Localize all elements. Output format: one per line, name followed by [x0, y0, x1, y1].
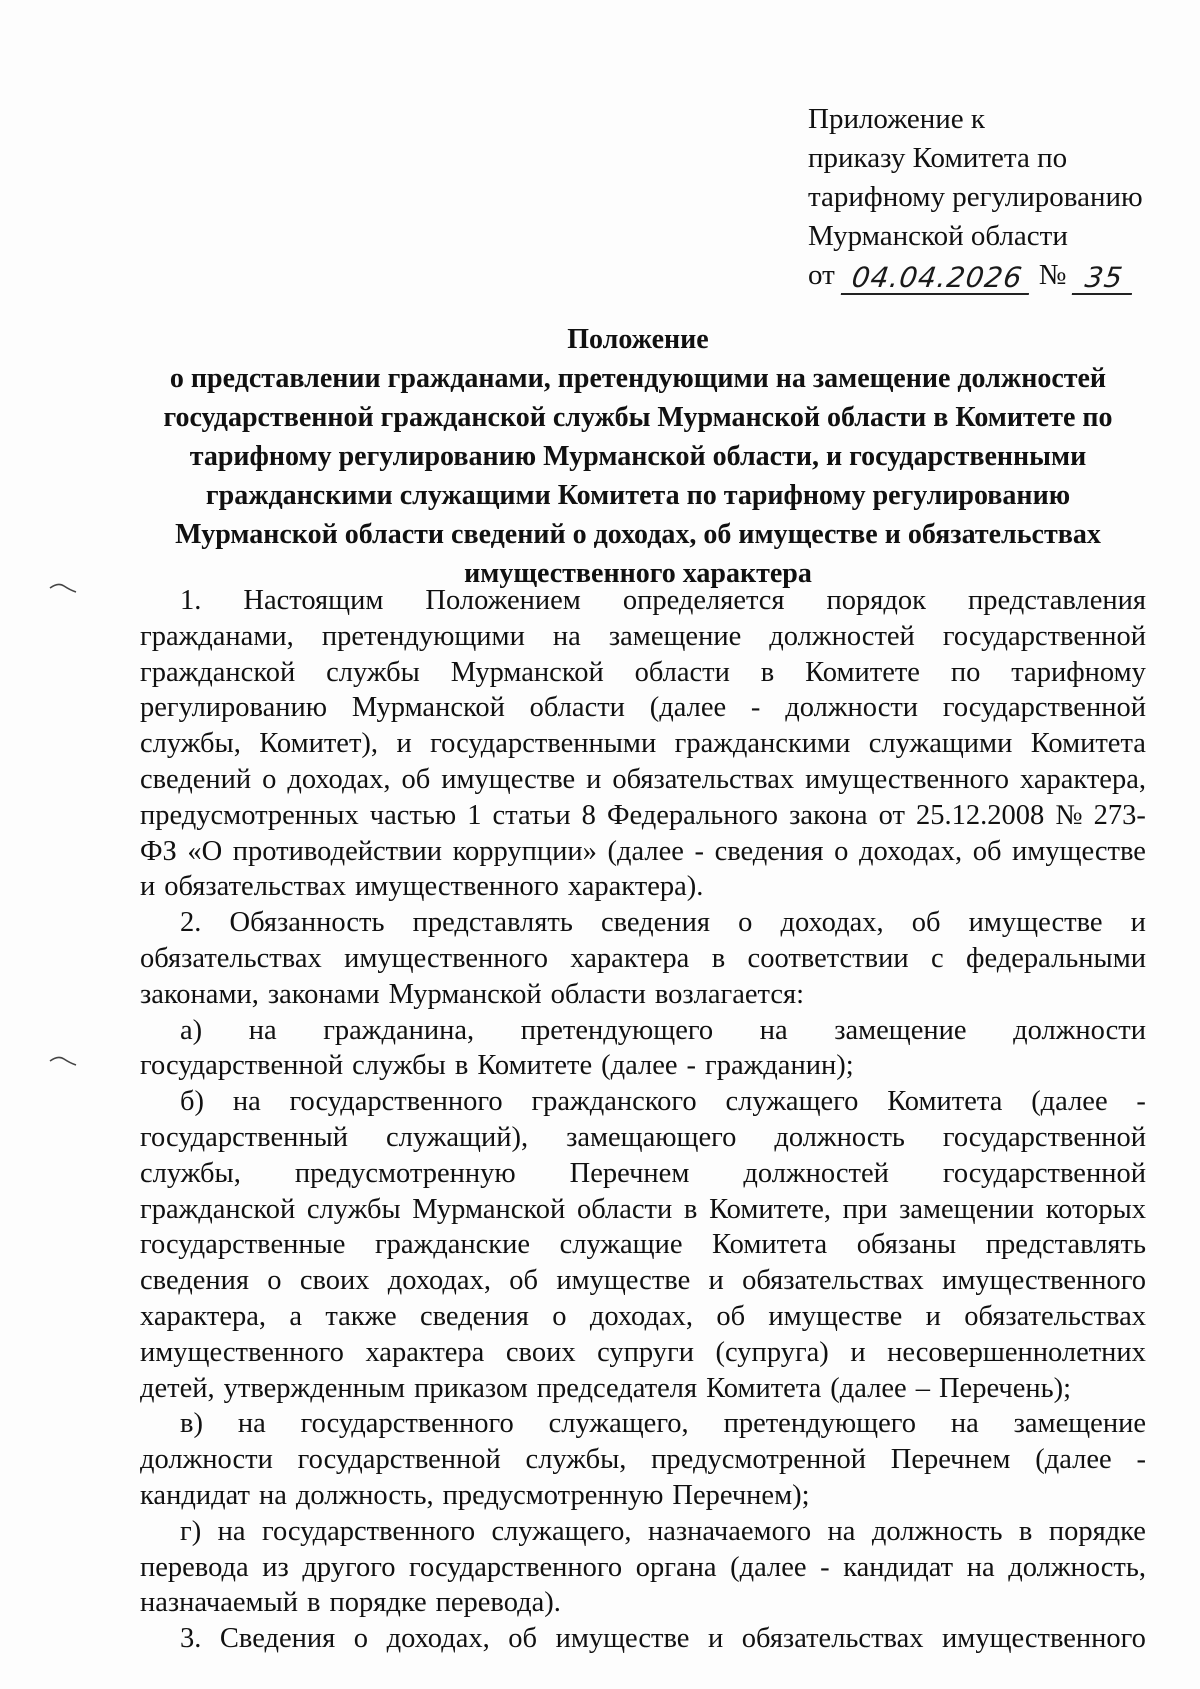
body-word: обязательствах — [742, 1265, 924, 1297]
scan-mark — [48, 580, 78, 594]
body-word: должности — [140, 1444, 273, 1476]
body-word: гражданин); — [705, 1050, 854, 1082]
body-word: в — [683, 1193, 698, 1225]
body-word: служащие — [559, 1229, 683, 1261]
body-word: Комитета — [887, 1086, 1003, 1118]
body-word: государственной — [942, 1121, 1146, 1153]
body-word: Мурманской — [388, 978, 542, 1010]
body-word: Комитета — [1030, 728, 1146, 760]
body-word: Комитет), — [259, 728, 379, 760]
body-word: своих — [299, 1265, 370, 1297]
body-word: - — [750, 692, 761, 724]
body-word: Мурманской — [412, 1193, 566, 1225]
body-word: службы — [306, 1193, 401, 1225]
body-word: и — [140, 871, 156, 903]
body-word: в) — [180, 1408, 203, 1440]
body-word: службы, — [140, 1157, 241, 1189]
body-word: доходах, — [287, 763, 391, 795]
body-word: гражданами, — [140, 620, 294, 652]
body-word: утвержденным — [223, 1372, 406, 1404]
body-word: порядке — [329, 1587, 427, 1619]
body-word: представлять — [412, 907, 573, 939]
body-word: о — [262, 763, 277, 795]
body-word: доходах, — [780, 907, 884, 939]
body-line — [140, 762, 1146, 798]
body-word: служащего — [725, 1086, 859, 1118]
appendix-line: Приложение к — [808, 103, 985, 135]
body-word: области — [576, 1193, 673, 1225]
body-word: частью — [369, 799, 457, 831]
order-date-handwritten: 04.04.2026 — [841, 263, 1033, 295]
body-word: законами — [267, 978, 380, 1010]
body-word: должности — [1013, 1014, 1146, 1046]
body-word: имуществе — [768, 1300, 903, 1332]
body-line — [140, 1299, 1146, 1335]
body-word: государственной — [140, 1050, 344, 1082]
body-word: на — [232, 1086, 261, 1118]
body-word: на — [966, 1551, 995, 1583]
body-word: 1. — [180, 585, 202, 616]
body-word: замещение — [608, 620, 742, 652]
body-line — [140, 941, 1146, 977]
body-word: Мурманской — [450, 656, 604, 688]
body-word: Комитете — [477, 1050, 593, 1082]
body-word: имущественного — [355, 871, 559, 903]
body-word: службы, — [140, 728, 241, 760]
body-word: в — [454, 1050, 469, 1082]
number-sign: № — [1038, 259, 1067, 291]
body-word: - — [686, 1050, 697, 1082]
body-word: доходах, — [858, 835, 963, 867]
title-line: о представлении гражданами, претендующими на замещение должностей — [169, 363, 1107, 394]
body-word: Комитете — [805, 656, 920, 688]
body-word: (далее — [730, 1551, 807, 1583]
body-word: должности — [785, 692, 919, 724]
body-word: на — [759, 1014, 788, 1046]
body-word: назначаемого — [648, 1515, 812, 1547]
body-word: должность — [871, 1515, 1003, 1547]
body-word: государственного — [289, 1086, 503, 1118]
body-word: в — [307, 1587, 321, 1619]
body-word: должность — [774, 1121, 905, 1153]
body-word: 273- — [1093, 799, 1146, 831]
body-word: области — [550, 978, 646, 1010]
body-line — [140, 1120, 1146, 1156]
scan-mark — [48, 1053, 78, 1067]
body-word: характера — [365, 1336, 485, 1368]
body-word: с — [930, 942, 944, 974]
body-word: своих — [505, 1336, 576, 1368]
body-word: должностей — [769, 620, 915, 652]
body-word: тарифному — [1011, 656, 1146, 688]
body-word: предусмотренной — [651, 1444, 866, 1476]
body-word: из — [262, 1551, 289, 1583]
body-word: федеральными — [966, 942, 1146, 974]
body-word: (далее — [649, 692, 727, 724]
body-word: (далее — [601, 1050, 678, 1082]
body-line — [140, 1192, 1146, 1228]
body-word: назначаемый — [140, 1587, 298, 1619]
body-word: от — [878, 799, 905, 831]
body-word: - — [1136, 1444, 1146, 1476]
body-word: государственной — [942, 692, 1146, 724]
body-word: председателя — [536, 1372, 698, 1404]
body-word: порядке — [1048, 1515, 1146, 1547]
body-word: об — [508, 1623, 538, 1655]
body-word: на — [552, 620, 581, 652]
body-word: коррупции» — [452, 835, 597, 867]
body-word: государственной — [942, 1157, 1146, 1189]
body-word: должность, — [295, 1479, 434, 1511]
body-word: (далее — [1035, 1444, 1112, 1476]
title-line: государственной гражданской службы Мурманской области в Комитете по — [163, 402, 1113, 433]
body-word: характера — [570, 942, 690, 974]
body-word: имущественного — [942, 1265, 1146, 1297]
body-word: Перечень); — [938, 1372, 1072, 1404]
body-word: гражданина, — [323, 1014, 475, 1046]
body-word: которых — [1045, 1193, 1146, 1225]
body-word: имуществе — [1012, 835, 1146, 867]
body-word: в — [760, 656, 775, 688]
body-line — [140, 1335, 1146, 1371]
body-word: и — [707, 1623, 724, 1655]
body-word: доходах, — [386, 1623, 490, 1655]
body-word: служащий), — [385, 1121, 529, 1153]
body-line — [140, 1013, 1146, 1049]
appendix-line: приказу Комитета по — [808, 142, 1068, 174]
body-word: и — [396, 728, 412, 760]
body-line — [140, 869, 1146, 905]
body-word: должностей — [743, 1157, 889, 1189]
body-line — [140, 1371, 1146, 1407]
body-word: приказом — [414, 1372, 528, 1404]
body-word: Перечнем — [890, 1444, 1011, 1476]
body-word: доходах, — [387, 1265, 491, 1297]
body-word: государственной — [297, 1444, 501, 1476]
body-line — [140, 1621, 1146, 1657]
body-word: в — [711, 942, 726, 974]
body-word: имущественного — [140, 1336, 344, 1368]
body-word: о — [738, 907, 753, 939]
body-word: (далее — [1031, 1086, 1108, 1118]
body-word: 2. — [180, 907, 202, 939]
body-word: о — [552, 1300, 567, 1332]
body-line — [140, 1084, 1146, 1120]
body-line — [140, 1514, 1146, 1550]
body-word: а) — [180, 1014, 203, 1046]
body-line — [140, 1478, 1146, 1514]
body-word: законами, — [140, 978, 259, 1010]
body-word: о — [267, 1265, 282, 1297]
body-word: представлять — [985, 1229, 1146, 1261]
body-word: Положением — [425, 585, 581, 616]
body-word: Настоящим — [243, 585, 384, 616]
body-word: государственного — [261, 1515, 476, 1547]
body-word: замещающего — [566, 1121, 737, 1153]
body-line — [140, 834, 1146, 870]
body-word: порядок — [826, 585, 927, 616]
body-word: регулированию — [140, 692, 328, 724]
body-word: доходах, — [589, 1300, 693, 1332]
body-word: а — [289, 1300, 303, 1332]
body-word: служащими — [868, 728, 1013, 760]
body-word: также — [325, 1300, 397, 1332]
title-line: Мурманской области сведений о доходах, об имуществе и обязательствах — [175, 519, 1101, 550]
body-line — [140, 1263, 1146, 1299]
body-word: государственного — [300, 1408, 514, 1440]
body-word: обязательствах — [164, 871, 346, 903]
body-word: при — [842, 1193, 888, 1225]
body-word: и — [1130, 907, 1146, 939]
body-word: «О — [187, 835, 223, 867]
body-word: сведения — [714, 835, 824, 867]
body-word: государственный — [140, 1121, 349, 1153]
body-word: о — [353, 1623, 369, 1655]
body-line — [140, 905, 1146, 941]
body-word: статьи — [492, 799, 571, 831]
body-word: определяется — [622, 585, 785, 616]
body-line — [140, 1227, 1146, 1263]
body-line — [140, 1550, 1146, 1586]
body-word: 25.12.2008 — [916, 799, 1045, 831]
body-word: - — [1136, 1086, 1146, 1118]
order-number-handwritten: 35 — [1072, 263, 1136, 295]
body-word: и — [850, 1336, 866, 1368]
body-line — [140, 1406, 1146, 1442]
body-word: имуществе — [555, 1623, 690, 1655]
body-word: Комитета — [706, 1372, 822, 1404]
body-word: гражданскими — [674, 728, 851, 760]
body-word: Сведения — [219, 1623, 336, 1655]
body-word: сведения — [419, 1300, 529, 1332]
body-word: области — [634, 656, 730, 688]
body-word: о — [834, 835, 849, 867]
body-word: государственные — [140, 1229, 346, 1261]
body-word: об — [509, 1265, 539, 1297]
body-word: сведений — [140, 763, 252, 795]
body-word: претендующими — [321, 620, 525, 652]
body-word: закона — [789, 799, 868, 831]
body-line — [140, 583, 1146, 619]
body-word: на — [258, 1479, 287, 1511]
body-word: об — [972, 835, 1002, 867]
body-line — [140, 690, 1146, 726]
body-word: характера, — [140, 1300, 267, 1332]
title-line: тарифному регулированию Мурманской области, и государственными — [189, 441, 1087, 472]
body-word: государственного — [409, 1551, 623, 1583]
body-word: кандидат — [140, 1479, 250, 1511]
body-word: на — [237, 1408, 266, 1440]
body-word: предусмотренную — [294, 1157, 516, 1189]
body-word: замещение — [834, 1014, 967, 1046]
body-word: сведения — [140, 1265, 249, 1297]
body-word: Мурманской — [351, 692, 505, 724]
title-line: имущественного характера — [464, 558, 812, 589]
body-word: - — [694, 835, 704, 867]
appendix-line: Мурманской области — [808, 220, 1068, 252]
body-word: и — [586, 763, 602, 795]
body-word: ФЗ — [140, 835, 177, 867]
title-line: Положение — [567, 324, 709, 355]
body-word: Обязанность — [229, 907, 385, 939]
body-word: государственной — [942, 620, 1146, 652]
appendix-line: тарифному регулированию — [808, 181, 1143, 213]
body-word: обязаны — [856, 1229, 957, 1261]
body-word: службы — [352, 1050, 446, 1082]
body-word: предусмотренную — [442, 1479, 664, 1511]
body-word: Комитете, — [709, 1193, 831, 1225]
body-word: 3. — [180, 1623, 202, 1655]
body-word: замещении — [899, 1193, 1035, 1225]
document-body — [140, 583, 1146, 1657]
body-word: должность, — [1008, 1551, 1146, 1583]
body-word: г) — [180, 1515, 202, 1547]
body-word: об — [716, 1300, 746, 1332]
body-word: несовершеннолетних — [887, 1336, 1146, 1368]
body-word: области — [529, 692, 625, 724]
body-word: государственными — [430, 728, 657, 760]
order-date-line — [808, 256, 1168, 295]
body-word: возлагается: — [654, 978, 805, 1010]
body-word: обязательствах — [612, 763, 795, 795]
body-word: на — [217, 1515, 246, 1547]
body-word: имуществе — [968, 907, 1103, 939]
body-word: детей, — [140, 1372, 215, 1404]
body-word: имущественного — [805, 763, 1009, 795]
body-word: 8 — [581, 799, 596, 831]
body-word: гражданской — [140, 1193, 296, 1225]
body-word: кандидат — [843, 1551, 954, 1583]
body-word: (далее — [607, 835, 684, 867]
body-word: представления — [968, 585, 1146, 616]
body-word: служащего, — [491, 1515, 632, 1547]
title-line: гражданскими служащими Комитета по тарифному регулированию — [205, 480, 1071, 511]
body-word: сведения — [600, 907, 710, 939]
body-word: обязательствах — [964, 1300, 1146, 1332]
body-word: (далее — [830, 1372, 907, 1404]
body-line — [140, 1442, 1146, 1478]
body-word: службы, — [525, 1444, 627, 1476]
body-word: об — [911, 907, 941, 939]
body-word: б) — [180, 1086, 204, 1118]
body-word: имуществе — [441, 763, 576, 795]
body-word: об — [401, 763, 431, 795]
body-word: противодействии — [232, 835, 443, 867]
body-word: имущественного — [344, 942, 548, 974]
body-word: 1 — [467, 799, 482, 831]
body-word: претендующего — [723, 1408, 916, 1440]
body-word: гражданские — [374, 1229, 531, 1261]
body-word: органа — [635, 1551, 717, 1583]
body-word: в — [1018, 1515, 1033, 1547]
body-word: (супруга) — [715, 1336, 829, 1368]
body-word: и — [708, 1265, 724, 1297]
body-word: – — [915, 1372, 930, 1404]
body-word: Перечнем); — [672, 1479, 810, 1511]
body-word: другого — [302, 1551, 396, 1583]
body-word: обязательствах — [140, 942, 322, 974]
body-word: имущественного — [942, 1623, 1146, 1655]
body-line — [140, 1048, 1146, 1084]
body-word: служащего, — [548, 1408, 689, 1440]
body-word: предусмотренных — [140, 799, 359, 831]
body-word: претендующего — [520, 1014, 714, 1046]
body-word: перевода — [140, 1551, 249, 1583]
body-word: характера, — [1019, 763, 1146, 795]
appendix-block — [808, 100, 1168, 295]
body-word: № — [1055, 799, 1083, 831]
body-line — [140, 977, 1146, 1013]
body-word: гражданского — [531, 1086, 697, 1118]
body-word: гражданской — [140, 656, 296, 688]
body-line — [140, 655, 1146, 691]
body-word: Перечнем — [569, 1157, 690, 1189]
body-line — [140, 798, 1146, 834]
body-line — [140, 726, 1146, 762]
body-word: службы — [326, 656, 420, 688]
body-word: характера). — [567, 871, 704, 903]
body-word: и — [925, 1300, 941, 1332]
body-word: Федерального — [606, 799, 779, 831]
body-word: соответствии — [747, 942, 909, 974]
body-word: замещение — [1013, 1408, 1146, 1440]
body-line — [140, 1585, 1146, 1621]
body-word: обязательствах — [741, 1623, 924, 1655]
body-word: на — [827, 1515, 856, 1547]
body-line — [140, 619, 1146, 655]
body-word: имуществе — [556, 1265, 691, 1297]
date-prefix: от — [808, 259, 835, 291]
document-title — [138, 320, 1138, 593]
body-word: на — [248, 1014, 277, 1046]
body-word: на — [950, 1408, 979, 1440]
body-word: перевода). — [435, 1587, 561, 1619]
body-line — [140, 1156, 1146, 1192]
body-word: по — [950, 656, 981, 688]
body-word: супруги — [597, 1336, 694, 1368]
body-word: Комитета — [712, 1229, 828, 1261]
body-word: - — [820, 1551, 830, 1583]
